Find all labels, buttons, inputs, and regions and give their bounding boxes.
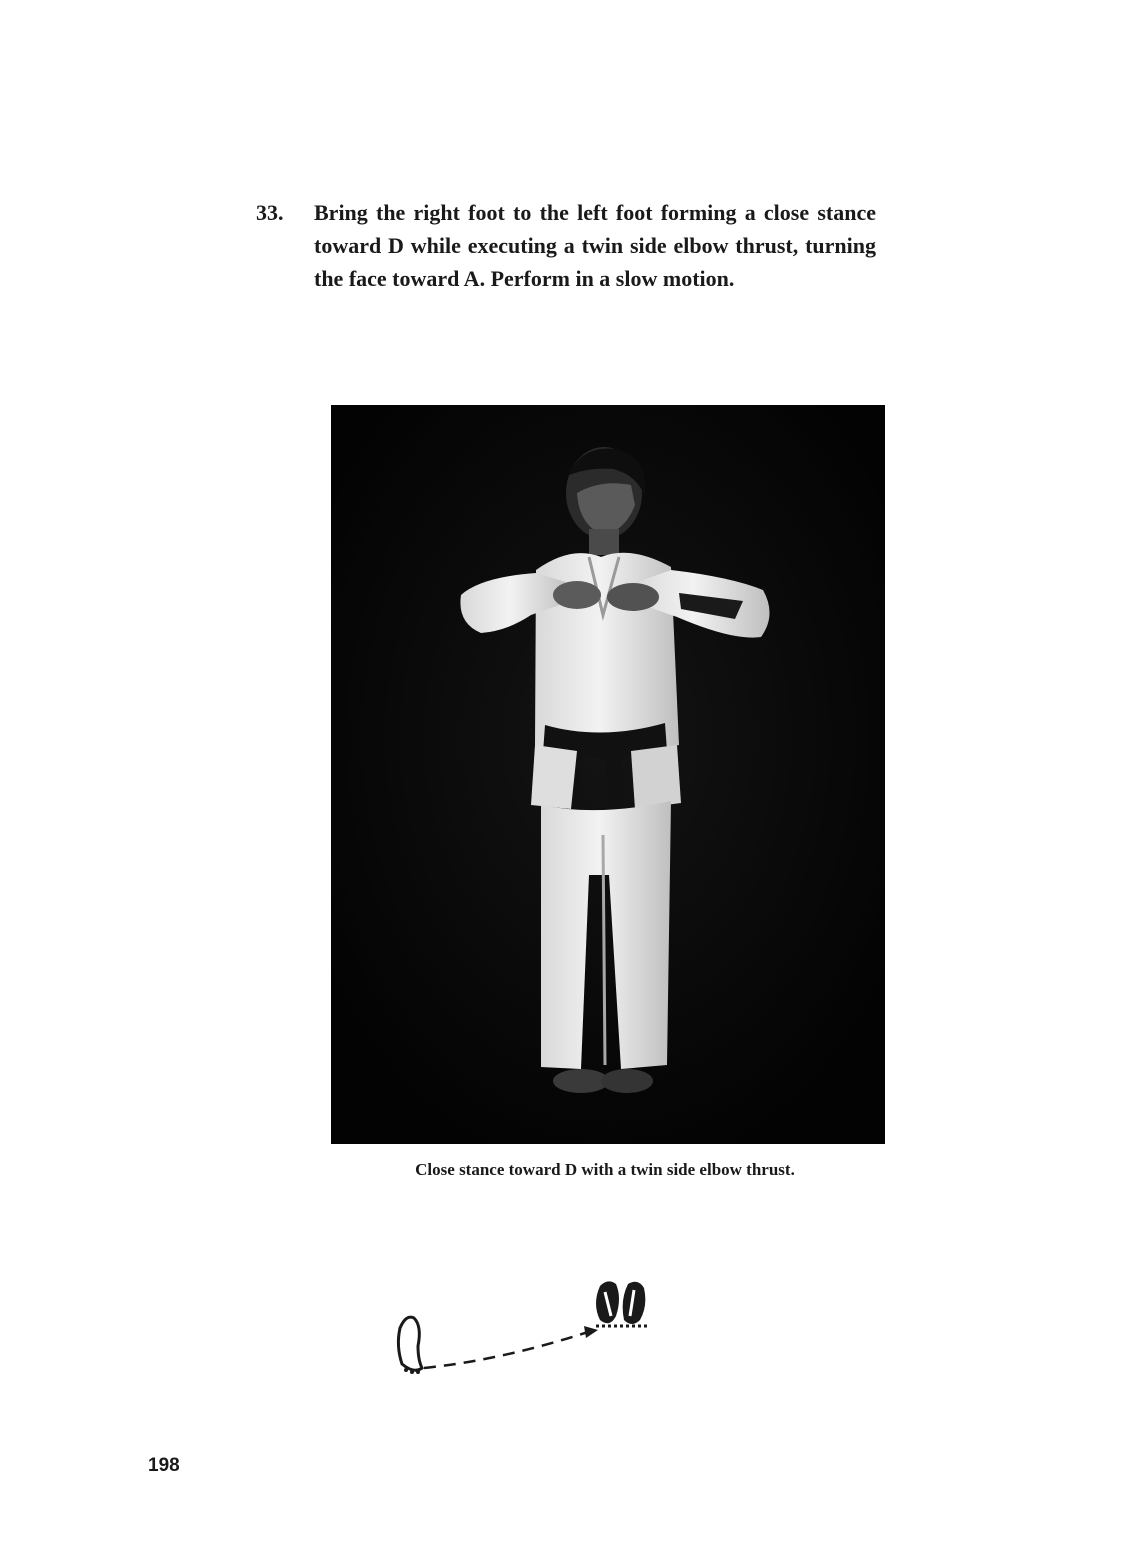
arrowhead-icon: [584, 1326, 598, 1338]
left-foot-outline-icon: [398, 1317, 422, 1374]
page-number: 198: [148, 1455, 180, 1476]
martial-arts-photo: [331, 405, 885, 1144]
photo-caption: Close stance toward D with a twin side elbow thrust.: [415, 1160, 795, 1179]
close-stance-feet-icon: [596, 1281, 648, 1326]
step-number: 33.: [256, 200, 284, 225]
footwork-diagram: [392, 1276, 662, 1391]
movement-path-arrow: [424, 1332, 588, 1368]
step-text: Bring the right foot to the left foot forming a close stance toward D while executing a twin side elbow thrust, turning the face toward A. Perform in a slow motion.: [314, 200, 876, 291]
figure-illustration: [331, 405, 885, 1144]
instruction-block: [256, 196, 876, 295]
